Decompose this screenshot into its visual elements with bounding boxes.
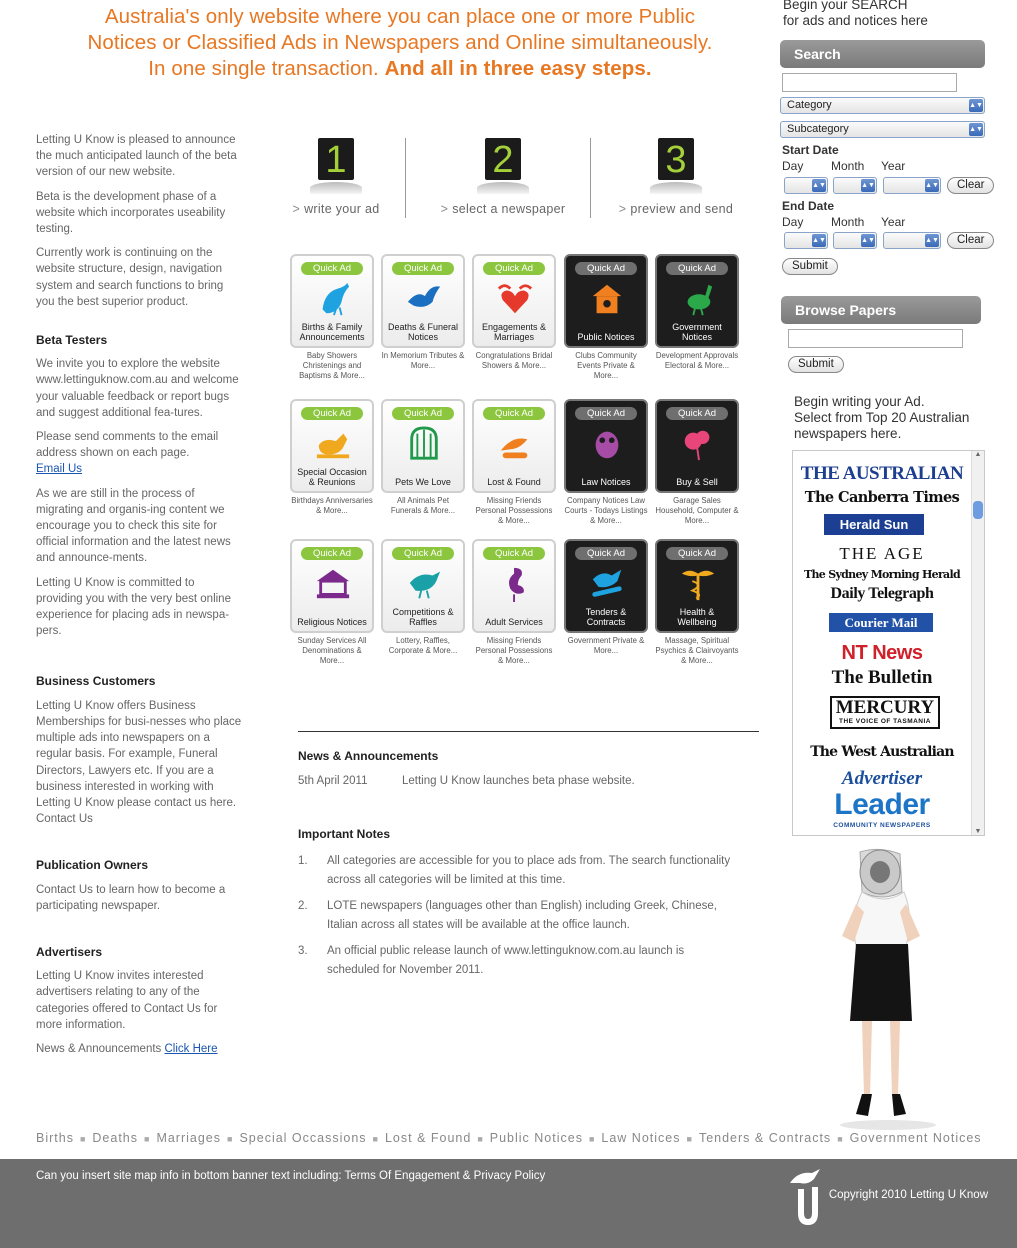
search-prompt-line-1: Begin your SEARCH (783, 0, 908, 12)
paper-courier-mail[interactable]: Courier Mail (829, 613, 933, 632)
bird-hand-icon (496, 426, 534, 462)
paper-west-australian[interactable]: The West Australian (810, 744, 954, 760)
bullet-separator-icon: ■ (477, 1134, 484, 1144)
bullet-separator-icon: ■ (837, 1134, 844, 1144)
quick-ad-button[interactable]: Quick Ad (575, 407, 637, 420)
step-2-label (423, 202, 583, 216)
browse-submit-button[interactable]: Submit (788, 356, 844, 373)
end-clear-button[interactable]: Clear (947, 232, 994, 249)
category-tile-card[interactable] (290, 254, 374, 348)
paper-mercury[interactable] (830, 696, 940, 729)
start-day-label: Day (782, 159, 804, 173)
quick-ad-button[interactable]: Quick Ad (301, 407, 363, 420)
footer-banner (0, 1159, 1017, 1248)
quick-ad-button[interactable]: Quick Ad (666, 262, 728, 275)
advertisers-heading: Advertisers (36, 944, 103, 959)
footer-sitemap-text: Can you insert site map info in bottom banner text including: Terms Of Engagement & Privacy Policy (36, 1170, 546, 1182)
quick-ad-button[interactable]: Quick Ad (301, 547, 363, 560)
category-tile[interactable] (564, 539, 648, 656)
beta-paragraph-1: We invite you to explore the website www.lettinguknow.com.au and welcome your valuable feedback or report bugs and suggest additional fea-tures. (36, 358, 239, 419)
note-text: All categories are accessible for you to place ads from. The search functionality across all categories will be limited at this time. (327, 855, 731, 886)
quick-ad-button[interactable]: Quick Ad (483, 262, 545, 275)
subcategory-select[interactable] (780, 121, 985, 138)
search-prompt-line-2: for ads and notices here (783, 13, 928, 28)
category-name: Pets We Love (395, 476, 451, 487)
category-tile-card[interactable] (381, 539, 465, 633)
step-3-label (596, 202, 756, 216)
category-subtext: Congratulations Bridal Showers & More... (475, 351, 553, 370)
write-ad-prompt-line-3: newspapers here. (794, 426, 902, 441)
three-steps (282, 138, 757, 222)
category-tile-card[interactable] (472, 254, 556, 348)
end-year-select[interactable] (883, 232, 941, 249)
intro-paragraph-3: Currently work is continuing on the website structure, design, navigation system and search functions to bring you the best superior product. (36, 247, 224, 308)
category-tile-card[interactable] (655, 399, 739, 493)
category-subtext: Company Notices Law Courts - Todays Listings & More... (564, 496, 648, 525)
quick-ad-button[interactable]: Quick Ad (575, 547, 637, 560)
hero-line-3b: And all in three easy steps. (384, 57, 652, 80)
category-tile[interactable] (472, 254, 556, 371)
step-1[interactable] (256, 138, 416, 216)
owners-paragraph: Contact Us to learn how to become a participating newspaper. (36, 883, 226, 912)
footer-link[interactable]: Law Notices (601, 1131, 681, 1145)
footer-category-links (36, 1131, 996, 1145)
category-tile[interactable] (655, 254, 739, 371)
footer-link[interactable]: Public Notices (489, 1131, 583, 1145)
paper-herald-sun[interactable]: Herald Sun (824, 514, 924, 535)
chevron-right-icon: > (618, 202, 627, 216)
step-1-label (256, 202, 416, 216)
publication-owners-heading: Publication Owners (36, 858, 149, 873)
quick-ad-button[interactable]: Quick Ad (483, 407, 545, 420)
step-3-shadow (650, 182, 702, 194)
temple-icon (314, 566, 352, 602)
search-input[interactable] (782, 73, 957, 92)
category-tile-card[interactable] (655, 254, 739, 348)
paper-mercury-tagline: THE VOICE OF TASMANIA (839, 718, 931, 725)
note-item (298, 942, 738, 980)
paper-community-newspapers[interactable]: COMMUNITY NEWSPAPERS (833, 822, 931, 829)
category-name: Engagements & Marriages (481, 322, 547, 342)
category-subtext: Lottery, Raffles, Corporate & More... (388, 636, 458, 655)
bullet-separator-icon: ■ (588, 1134, 596, 1144)
bullet-separator-icon: ■ (227, 1134, 234, 1144)
step-1-shadow (310, 182, 362, 194)
category-name: Special Occasion & Reunions (297, 467, 367, 487)
chevron-up-down-icon: ▲▼ (812, 179, 826, 192)
category-tile[interactable] (564, 254, 648, 380)
footer-link[interactable]: Lost & Found (384, 1131, 472, 1145)
beta-paragraph-4: Letting U Know is committed to providing you with the very best online experience for placing ads in newspa-pers. (36, 576, 231, 638)
category-subtext: Clubs Community Events Private & More... (575, 351, 637, 380)
category-tile-card[interactable] (381, 399, 465, 493)
write-ad-prompt (794, 394, 994, 442)
category-subtext: All Animals Pet Funerals & More... (390, 496, 456, 515)
beta-paragraph-2-text: Please send comments to the email address shown on each page. (36, 431, 219, 460)
step-1-label-text: write your ad (304, 202, 380, 216)
bullet-separator-icon: ■ (144, 1134, 151, 1144)
paper-daily-telegraph[interactable]: Daily Telegraph (830, 585, 934, 602)
caduceus-icon (679, 566, 717, 602)
browse-papers-input[interactable] (788, 329, 963, 348)
category-tile[interactable] (290, 539, 374, 665)
scroll-up-icon[interactable]: ▲ (974, 451, 982, 458)
note-number: 3. (298, 945, 308, 957)
step-3[interactable] (596, 138, 756, 216)
search-prompt (783, 0, 983, 29)
woman-megaphone-illustration (820, 846, 950, 1131)
start-month-label: Month (831, 159, 865, 173)
click-here-link[interactable]: Click Here (164, 1042, 218, 1055)
email-us-link[interactable]: Email Us (36, 463, 83, 476)
category-tile-card[interactable] (381, 254, 465, 348)
category-name: Adult Services (485, 616, 543, 627)
chevron-up-down-icon: ▲▼ (925, 234, 939, 247)
hero-tagline (40, 4, 760, 82)
section-divider (298, 731, 759, 732)
category-subtext: Missing Friends Personal Possessions & More... (475, 496, 553, 525)
category-name: Deaths & Funeral Notices (387, 322, 459, 342)
footer-link[interactable]: Tenders & Contracts (698, 1131, 832, 1145)
business-paragraph: Letting U Know offers Business Memberships for busi-nesses who place multiple ads into newspapers on a regular basis. For example, Funeral Directors, Lawyers etc. If you are a business interested in working with Letting U Know please contact us here. Contact Us (36, 699, 242, 826)
note-text: LOTE newspapers (languages other than English) including Greek, Chinese, Italian across all states will be available at the office launch. (327, 900, 717, 931)
category-tile-card[interactable] (472, 399, 556, 493)
birdcage-icon (405, 426, 443, 462)
news-heading: News & Announcements (298, 749, 439, 763)
paper-sydney-morning-herald[interactable]: The Sydney Morning Herald (804, 568, 960, 581)
category-tile-card[interactable] (564, 539, 648, 633)
paper-nt-news[interactable]: NT News (841, 642, 923, 664)
end-day-select[interactable] (784, 232, 828, 249)
paper-the-bulletin[interactable]: The Bulletin (831, 667, 933, 688)
category-select[interactable] (780, 97, 985, 114)
paper-the-australian[interactable]: THE AUSTRALIAN (800, 463, 964, 484)
category-tile[interactable] (381, 539, 465, 656)
category-tile-card[interactable] (655, 539, 739, 633)
category-subtext: Sunday Services All Denominations & More... (297, 636, 367, 665)
scroll-thumb[interactable] (973, 501, 983, 519)
note-item (298, 897, 738, 935)
category-subtext: In Memorium Tributes & More... (381, 351, 465, 370)
category-name: Lost & Found (487, 476, 541, 487)
scroll-down-icon[interactable]: ▼ (974, 828, 982, 835)
step-1-number: 1 (318, 138, 354, 180)
footer-link[interactable]: Deaths (92, 1131, 138, 1145)
chevron-up-down-icon: ▲▼ (969, 123, 983, 136)
quick-ad-button[interactable]: Quick Ad (483, 547, 545, 560)
chevron-up-down-icon: ▲▼ (969, 99, 983, 112)
start-date-label: Start Date (782, 143, 839, 157)
category-tile[interactable] (564, 399, 648, 525)
category-subtext: Development Approvals Electoral & More... (655, 351, 739, 370)
write-ad-prompt-line-2: Select from Top 20 Australian (794, 410, 970, 425)
category-tile-card[interactable] (290, 539, 374, 633)
hero-line-3 (40, 56, 760, 82)
quick-ad-button[interactable]: Quick Ad (392, 547, 454, 560)
footer-link[interactable]: Special Occassions (239, 1131, 367, 1145)
paper-mercury-title: MERCURY (835, 697, 935, 718)
note-number: 1. (298, 855, 308, 867)
bird-icon (405, 566, 443, 602)
news-label: News & Announcements (36, 1042, 162, 1055)
step-2-number: 2 (485, 138, 521, 180)
category-tile-card[interactable] (564, 399, 648, 493)
news-date: 5th April 2011 (298, 775, 368, 787)
step-3-number: 3 (658, 138, 694, 180)
quick-ad-button[interactable]: Quick Ad (392, 407, 454, 420)
hero-line-1: Australia's only website where you can place one or more Public (104, 5, 696, 28)
end-date-label: End Date (782, 199, 835, 213)
start-day-select[interactable] (784, 177, 828, 194)
category-subtext: Missing Friends Personal Possessions & More... (475, 636, 553, 665)
quick-ad-button[interactable]: Quick Ad (392, 262, 454, 275)
category-name: Law Notices (581, 476, 631, 487)
subcategory-select-value: Subcategory (787, 123, 849, 135)
category-subtext: Birthdays Anniversaries & More... (291, 496, 373, 515)
quick-ad-button[interactable]: Quick Ad (575, 262, 637, 275)
chevron-right-icon: > (440, 202, 449, 216)
category-name: Public Notices (577, 331, 635, 342)
footer-link[interactable]: Government Notices (849, 1131, 982, 1145)
bullet-separator-icon: ■ (79, 1134, 87, 1144)
category-tile[interactable] (472, 399, 556, 525)
category-name: Buy & Sell (676, 476, 718, 487)
important-notes-heading: Important Notes (298, 827, 391, 841)
paper-the-age[interactable]: THE AGE (839, 544, 925, 563)
browse-papers-header: Browse Papers (781, 296, 981, 324)
beta-paragraph-2 (36, 429, 244, 478)
note-number: 2. (298, 900, 308, 912)
category-tile[interactable] (655, 399, 739, 525)
paper-leader[interactable]: Leader (834, 788, 930, 821)
chevron-up-down-icon: ▲▼ (812, 234, 826, 247)
category-tile[interactable] (290, 254, 374, 380)
news-text: Letting U Know launches beta phase website. (402, 775, 635, 787)
write-ad-prompt-line-1: Begin writing your Ad. (794, 394, 925, 409)
footer-link[interactable]: Births (36, 1131, 74, 1145)
chevron-up-down-icon: ▲▼ (925, 179, 939, 192)
category-name: Births & Family Announcements (299, 322, 365, 342)
business-customers-heading: Business Customers (36, 674, 156, 689)
end-day-label: Day (782, 215, 804, 229)
news-item (298, 775, 635, 787)
category-select-value: Category (787, 99, 832, 111)
category-tile[interactable] (472, 539, 556, 665)
end-month-select[interactable] (833, 232, 877, 249)
quick-ad-button[interactable]: Quick Ad (666, 547, 728, 560)
quick-ad-button[interactable]: Quick Ad (301, 262, 363, 275)
category-subtext: Massage, Spiritual Psychics & Clairvoyants & More... (655, 636, 739, 665)
step-2-shadow (477, 182, 529, 194)
news-click-here-row (36, 1041, 244, 1057)
start-month-select[interactable] (833, 177, 877, 194)
search-panel-header: Search (780, 40, 985, 68)
bullet-separator-icon: ■ (372, 1134, 379, 1144)
category-tile[interactable] (381, 254, 465, 371)
category-name: Health & Wellbeing (677, 607, 717, 627)
search-submit-button[interactable]: Submit (782, 258, 838, 275)
category-tile[interactable] (655, 539, 739, 665)
start-year-label: Year (881, 159, 906, 173)
hero-line-2: Notices or Classified Ads in Newspapers and Online simultaneously. (87, 31, 713, 54)
copyright-text: Copyright 2010 Letting U Know (828, 1189, 988, 1201)
category-tile[interactable] (290, 399, 374, 516)
end-year-label: Year (881, 215, 906, 229)
step-3-label-text: preview and send (630, 202, 734, 216)
end-month-label: Month (831, 215, 865, 229)
step-2-label-text: select a newspaper (452, 202, 566, 216)
dog-icon (314, 426, 352, 462)
category-subtext: Baby Showers Christenings and Baptisms & More... (299, 351, 365, 380)
newspaper-list[interactable] (792, 450, 985, 836)
intro-paragraph-2: Beta is the development phase of a website which incorporates useability testing. (36, 190, 226, 236)
left-column (36, 132, 244, 1065)
step-2[interactable] (423, 138, 583, 216)
bullet-separator-icon: ■ (686, 1134, 693, 1144)
hearts-birds-icon (496, 281, 534, 317)
hero-line-3a: In one single transaction. (148, 57, 379, 80)
note-item (298, 852, 738, 890)
note-text: An official public release launch of www.lettinguknow.com.au launch is scheduled for November 2011. (327, 945, 685, 976)
chevron-up-down-icon: ▲▼ (861, 234, 875, 247)
step-divider-2 (590, 138, 591, 218)
owl-icon (588, 426, 626, 462)
category-subtext: Government Private & More... (567, 636, 645, 655)
category-name: Religious Notices (297, 616, 367, 627)
beta-paragraph-3: As we are still in the process of migrating and organis-ing content we encourage you to check this site for official information and the latest news and announce-ments. (36, 487, 231, 565)
bird-flower-icon (679, 426, 717, 462)
footer-link[interactable]: Marriages (156, 1131, 222, 1145)
advertisers-paragraph: Letting U Know invites interested advertisers relating to any of the categories offered to Contact Us for more information. (36, 970, 218, 1031)
category-subtext: Garage Sales Household, Computer & More... (655, 496, 739, 525)
bird-handshake-icon (588, 566, 626, 602)
birdhouse-icon (588, 281, 626, 317)
intro-paragraph-1: Letting U Know is pleased to announce the much anticipated launch of the beta version of our new website. (36, 134, 237, 179)
category-tile-card[interactable] (290, 399, 374, 493)
chevron-right-icon: > (292, 202, 301, 216)
start-clear-button[interactable]: Clear (947, 177, 994, 194)
category-name: Competitions & Raffles (392, 607, 454, 627)
paper-advertiser[interactable]: Advertiser (841, 768, 923, 789)
beta-testers-heading: Beta Testers (36, 333, 108, 348)
letting-u-know-logo (784, 1169, 826, 1227)
category-tile-card[interactable] (472, 539, 556, 633)
important-notes-list (298, 852, 738, 987)
category-tile[interactable] (381, 399, 465, 516)
start-year-select[interactable] (883, 177, 941, 194)
category-tile-card[interactable] (564, 254, 648, 348)
category-name: Tenders & Contracts (585, 607, 627, 627)
dove-icon (405, 281, 443, 317)
category-name: Government Notices (672, 322, 722, 342)
quick-ad-button[interactable]: Quick Ad (666, 407, 728, 420)
chevron-up-down-icon: ▲▼ (861, 179, 875, 192)
flamingo-icon (496, 566, 534, 602)
step-divider-1 (405, 138, 406, 218)
paper-canberra-times[interactable]: The Canberra Times (804, 489, 960, 506)
emu-icon (679, 281, 717, 317)
stork-icon (314, 281, 352, 317)
newspaper-list-scrollbar[interactable] (971, 451, 984, 835)
